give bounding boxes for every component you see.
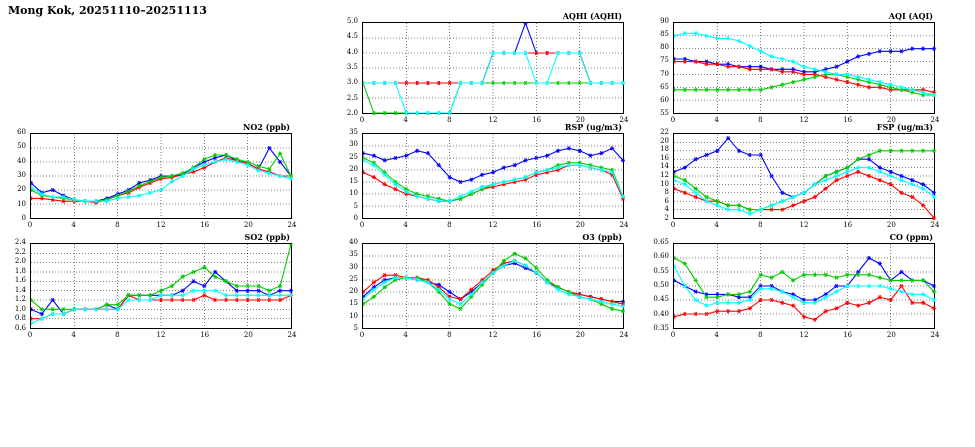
series-green [363,156,625,203]
y-tick-label: 5 [353,324,358,332]
y-tick-label: 16 [660,153,669,162]
series-cyan [674,264,936,307]
x-tick-label: 24 [619,116,629,124]
x-tick-label: 8 [447,116,452,124]
x-tick-label: 20 [575,331,585,339]
y-tick-label: 3.5 [346,63,358,71]
y-tick-label: 35 [349,250,358,259]
series-red [674,170,936,220]
page-title: Mong Kok, 20251110–20251113 [8,4,207,17]
y-tick-label: 60 [660,95,669,104]
series-cyan [363,158,625,203]
y-tick-label: 65 [660,82,669,91]
x-tick-label: 8 [758,331,763,339]
x-tick-label: 24 [287,331,297,339]
gridlines [674,244,934,328]
y-tick-label: 10 [349,189,358,198]
y-tick-label: 60 [17,128,26,136]
y-tick-label: 35 [349,128,358,136]
x-tick-label: 12 [156,331,166,339]
series-red [31,156,293,205]
chart-title-fsp: FSP (ug/m3) [876,122,933,132]
y-tick-label: 2.5 [346,93,358,102]
y-tick-label: 55 [660,109,669,117]
y-tick-label: 4.5 [346,32,358,41]
x-tick-label: 0 [27,221,33,229]
series-blue [674,47,936,74]
y-tick-label: 0.8 [14,314,26,323]
series-cyan [674,166,936,216]
y-tick-label: 70 [660,69,669,78]
x-tick-label: 8 [758,116,763,124]
plot-area-aqi [673,22,935,114]
y-tick-label: 1.0 [14,304,26,313]
y-tick-label: 12 [660,171,669,179]
y-tick-label: 5.0 [346,17,358,25]
y-tick-label: 5 [353,201,358,210]
chart-title-rsp: RSP (ug/m3) [564,122,622,132]
gridlines [31,244,291,328]
x-tick-label: 20 [886,116,896,124]
series-green [674,149,936,212]
series-cyan [31,289,293,325]
gridlines [674,134,934,218]
x-tick-label: 0 [670,331,676,339]
y-tick-label: 50 [17,142,26,151]
y-tick-label: 25 [349,152,358,161]
x-tick-label: 12 [799,221,809,229]
x-tick-label: 4 [714,116,719,124]
y-tick-label: 0.60 [653,252,669,261]
series-blue [31,270,293,316]
x-tick-label: 8 [758,221,763,229]
x-tick-label: 12 [488,116,498,124]
x-tick-label: 8 [115,331,120,339]
x-tick-label: 0 [670,221,676,229]
x-tick-label: 12 [488,331,498,339]
y-tick-label: 20 [349,287,358,296]
gridlines [363,244,623,328]
x-tick-label: 12 [488,221,498,229]
x-tick-label: 16 [843,331,853,339]
y-tick-label: 1.4 [14,285,26,294]
y-tick-label: 30 [349,140,358,149]
x-tick-label: 16 [532,331,542,339]
plot-area-no2 [30,133,292,219]
plot-canvas-aqi [674,23,936,115]
x-tick-label: 24 [930,331,940,339]
y-tick-label: 80 [660,43,669,52]
x-tick-label: 20 [575,221,585,229]
y-tick-label: 0 [21,214,26,222]
plot-area-o3 [362,243,624,329]
series-green [674,73,936,97]
x-tick-label: 16 [532,116,542,124]
x-tick-label: 16 [843,221,853,229]
y-tick-label: 2.4 [14,238,26,246]
plot-canvas-o3 [363,244,625,330]
gridlines [31,134,291,218]
y-tick-label: 30 [349,262,358,271]
series-green [31,244,293,311]
x-tick-label: 8 [115,221,120,229]
y-tick-label: 10 [349,311,358,320]
x-tick-label: 4 [714,331,719,339]
y-tick-label: 20 [17,185,26,194]
gridlines [674,23,934,113]
series-red [31,293,293,320]
y-tick-label: 8 [664,188,669,197]
series-cyan [31,157,293,203]
y-tick-label: 1.6 [14,276,26,285]
y-tick-label: 0.50 [653,281,669,289]
plot-canvas-fsp [674,134,936,220]
x-tick-label: 0 [27,331,33,339]
x-tick-label: 16 [532,221,542,229]
x-tick-label: 20 [886,331,896,339]
y-tick-label: 14 [660,162,669,171]
series-blue [674,256,936,302]
gridlines [363,134,623,218]
y-tick-label: 2.0 [14,257,26,266]
chart-title-aqhi: AQHI (AQHI) [562,11,622,21]
x-tick-label: 24 [619,221,629,229]
x-tick-label: 20 [243,331,253,339]
y-tick-label: 3.0 [346,78,358,87]
x-tick-label: 24 [930,116,940,124]
plot-canvas-co [674,244,936,330]
series-red [363,163,625,203]
x-tick-label: 20 [575,116,585,124]
y-tick-label: 0 [353,214,358,222]
series-red [674,60,936,95]
series-green [363,252,625,313]
y-tick-label: 40 [349,238,358,246]
y-tick-label: 30 [17,171,26,179]
x-tick-label: 4 [403,331,408,339]
series-red [363,51,625,85]
y-tick-label: 4 [664,205,669,214]
chart-title-so2: SO2 (ppb) [244,232,290,242]
chart-title-no2: NO2 (ppb) [243,122,290,132]
x-tick-label: 12 [156,221,166,229]
y-tick-label: 90 [660,17,669,25]
chart-title-o3: O3 (ppb) [582,232,622,242]
x-tick-label: 0 [359,116,365,124]
y-tick-label: 0.65 [653,238,669,246]
x-tick-label: 4 [71,331,76,339]
x-tick-label: 4 [403,221,408,229]
x-tick-label: 24 [619,331,629,339]
y-tick-label: 0.35 [653,324,669,332]
series-blue [363,23,625,85]
x-tick-label: 4 [714,221,719,229]
plot-canvas-rsp [363,134,625,220]
y-tick-label: 20 [660,136,669,145]
series-cyan [363,259,625,308]
plot-area-co [673,243,935,329]
x-tick-label: 0 [670,116,676,124]
x-tick-label: 8 [447,331,452,339]
y-tick-label: 15 [349,177,358,186]
y-tick-label: 2.0 [346,109,358,117]
y-tick-label: 25 [349,274,358,283]
gridlines [363,23,623,113]
y-tick-label: 1.2 [14,295,26,304]
plot-area-aqhi [362,22,624,114]
series-red [363,259,625,306]
x-tick-label: 12 [799,116,809,124]
y-tick-label: 2 [664,214,669,222]
y-tick-label: 40 [17,156,26,165]
series-blue [363,146,625,183]
plot-canvas-so2 [31,244,293,330]
y-tick-label: 18 [660,145,669,154]
x-tick-label: 16 [843,116,853,124]
y-tick-label: 0.55 [653,266,669,275]
y-tick-label: 0.6 [14,324,26,332]
y-tick-label: 22 [660,128,669,136]
y-tick-label: 75 [660,56,669,65]
x-tick-label: 24 [287,221,297,229]
x-tick-label: 20 [886,221,896,229]
plot-area-fsp [673,133,935,219]
y-tick-label: 85 [660,30,669,39]
series-red [674,284,936,321]
x-tick-label: 4 [71,221,76,229]
x-tick-label: 4 [403,116,408,124]
x-tick-label: 16 [200,331,210,339]
y-tick-label: 6 [664,196,669,205]
y-tick-label: 20 [349,164,358,173]
x-tick-label: 20 [243,221,253,229]
plot-area-rsp [362,133,624,219]
x-tick-label: 0 [359,221,365,229]
series-blue [31,146,293,203]
series-cyan [363,51,625,115]
x-tick-label: 8 [447,221,452,229]
y-tick-label: 1.8 [14,266,26,275]
plot-canvas-no2 [31,134,293,220]
plot-canvas-aqhi [363,23,625,115]
series-blue [674,136,936,199]
plot-area-so2 [30,243,292,329]
y-tick-label: 2.2 [14,247,26,256]
y-tick-label: 15 [349,299,358,308]
y-tick-label: 0.45 [653,295,669,304]
series-green [31,152,293,203]
series-green [363,81,625,115]
series-blue [363,261,625,303]
series-cyan [674,31,936,97]
x-tick-label: 16 [200,221,210,229]
x-tick-label: 12 [799,331,809,339]
y-tick-label: 10 [660,179,669,188]
y-tick-label: 4.0 [346,47,358,56]
y-tick-label: 0.40 [653,309,669,318]
chart-title-aqi: AQI (AQI) [888,11,933,21]
x-tick-label: 24 [930,221,940,229]
y-tick-label: 10 [17,199,26,208]
x-tick-label: 0 [359,331,365,339]
series-green [674,256,936,299]
chart-title-co: CO (ppm) [889,232,933,242]
